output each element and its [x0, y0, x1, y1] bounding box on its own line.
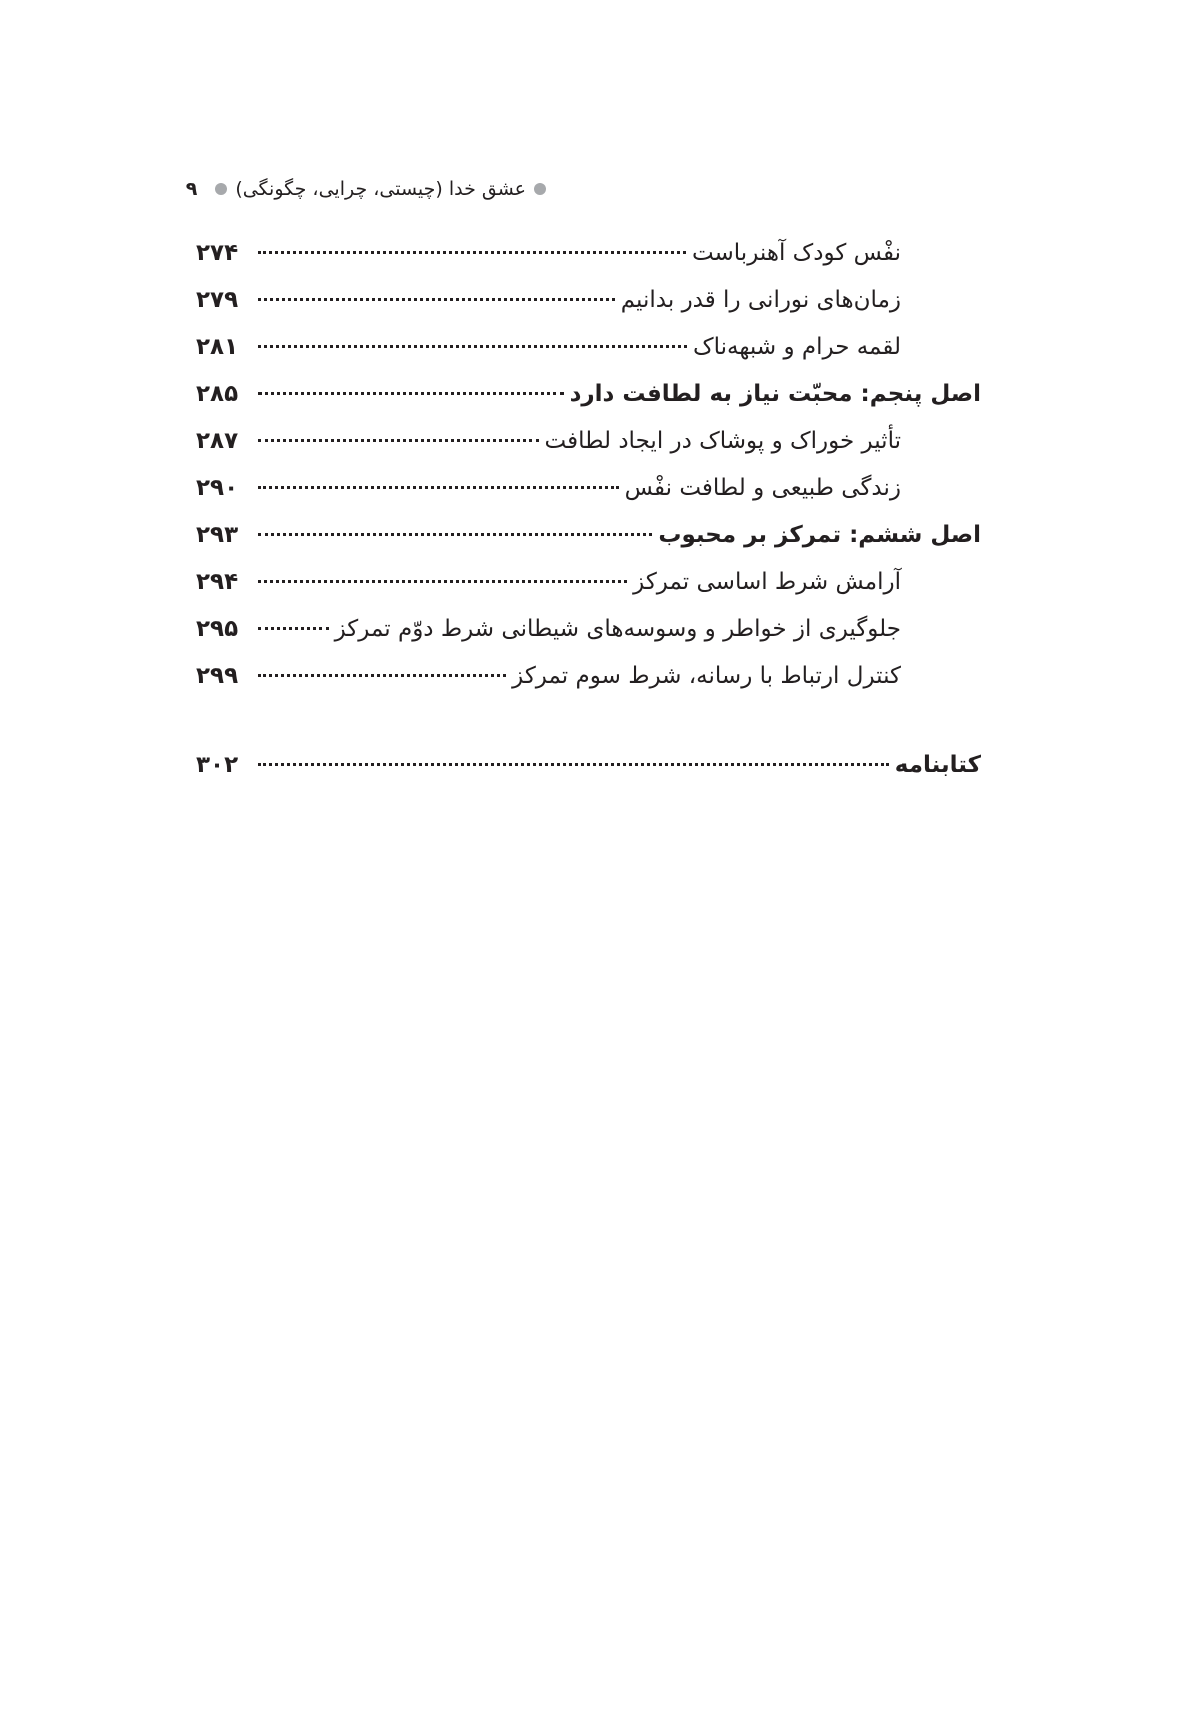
- toc-chapter: [196, 522, 981, 569]
- toc-entry-page: ۲۷۴: [196, 240, 239, 266]
- page-number: ۹: [185, 178, 198, 200]
- table-of-contents: [196, 240, 981, 799]
- toc-entry: [196, 428, 981, 475]
- running-header: [185, 172, 546, 206]
- toc-entry-title: تأثیر خوراک و پوشاک در ایجاد لطافت: [544, 428, 901, 454]
- dot-leader: [258, 674, 506, 677]
- toc-entry: [196, 240, 981, 287]
- toc-bibliography-page: ۳۰۲: [196, 752, 239, 778]
- toc-entry-title: زمان‌های نورانی را قدر بدانیم: [620, 287, 901, 313]
- toc-entry-page: ۲۸۱: [196, 334, 239, 360]
- toc-entry-title: جلوگیری از خواطر و وسوسه‌های شیطانی شرط دوّم تمرکز: [334, 616, 901, 642]
- toc-chapter-title: اصل پنجم: محبّت نیاز به لطافت دارد: [569, 381, 981, 407]
- toc-entry-page: ۲۹۴: [196, 569, 239, 595]
- bullet-dot-icon: [534, 183, 546, 195]
- dot-leader: [258, 392, 564, 395]
- toc-entry: [196, 475, 981, 522]
- toc-entry-page: ۲۸۷: [196, 428, 239, 454]
- toc-entry-title: کنترل ارتباط با رسانه، شرط سوم تمرکز: [512, 663, 901, 689]
- dot-leader: [258, 298, 615, 301]
- toc-entry-page: ۲۷۹: [196, 287, 239, 313]
- toc-entry-title: آرامش شرط اساسی تمرکز: [633, 569, 901, 595]
- toc-entry: [196, 287, 981, 334]
- toc-bibliography: [196, 752, 981, 799]
- toc-entry: [196, 663, 981, 710]
- toc-entry-title: نفْس کودک آهنرباست: [691, 240, 901, 266]
- bullet-dot-icon: [215, 183, 227, 195]
- dot-leader: [258, 345, 687, 348]
- book-title: عشق خدا (چیستی، چرایی، چگونگی): [235, 178, 526, 200]
- toc-entry-page: ۲۹۰: [196, 475, 239, 501]
- toc-entry-page: ۲۹۵: [196, 616, 239, 642]
- toc-entry: [196, 616, 981, 663]
- toc-chapter: [196, 381, 981, 428]
- toc-entry: [196, 334, 981, 381]
- toc-entry-title: زندگی طبیعی و لطافت نفْس: [624, 475, 901, 501]
- toc-bibliography-title: کتابنامه: [894, 752, 981, 778]
- dot-leader: [258, 486, 619, 489]
- toc-chapter-page: ۲۸۵: [196, 381, 239, 407]
- dot-leader: [258, 533, 652, 536]
- dot-leader: [258, 439, 539, 442]
- dot-leader: [258, 627, 329, 630]
- toc-chapter-page: ۲۹۳: [196, 522, 239, 548]
- dot-leader: [258, 763, 889, 766]
- dot-leader: [258, 251, 686, 254]
- toc-chapter-title: اصل ششم: تمرکز بر محبوب: [658, 522, 981, 548]
- toc-entry-page: ۲۹۹: [196, 663, 239, 689]
- dot-leader: [258, 580, 627, 583]
- toc-entry-title: لقمه حرام و شبهه‌ناک: [693, 334, 901, 360]
- toc-entry: [196, 569, 981, 616]
